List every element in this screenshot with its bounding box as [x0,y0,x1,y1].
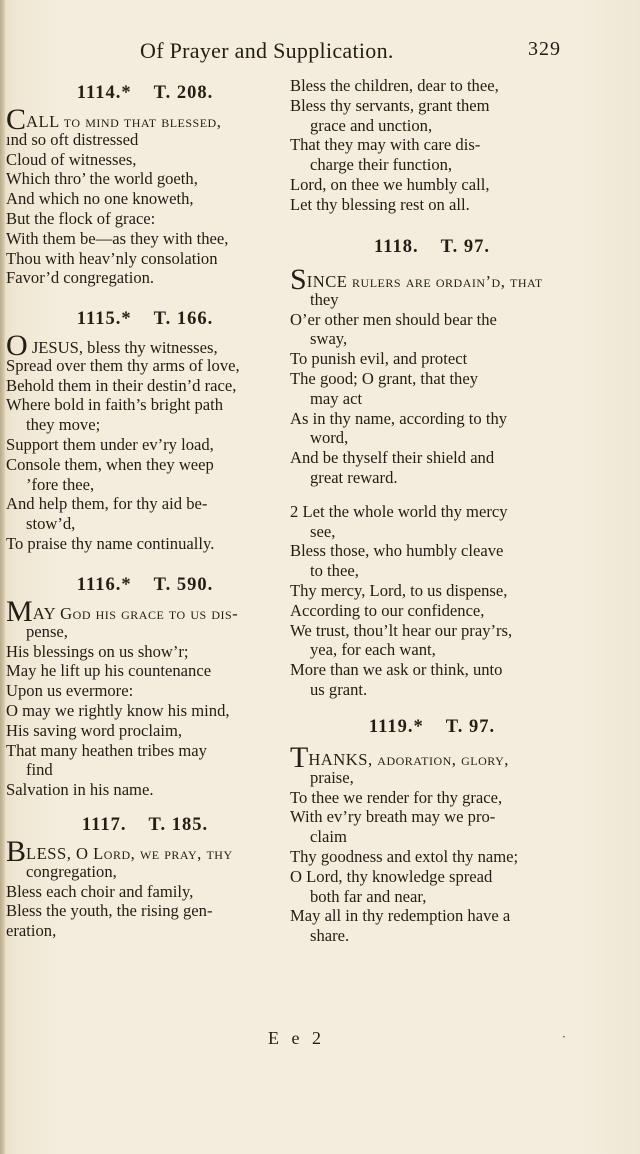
first-line-text: HANKS, adoration, glory, [308,750,509,769]
hymn-line: Lord, on thee we humbly call, [290,174,490,194]
hymn-1117 [6,808,284,941]
verse-2-line: We trust, thou’lt hear our pray’rs, [290,620,513,640]
hymn-line: Favor’d congregation. [6,268,155,288]
hymn-line: may act [310,388,363,408]
hymn-line: May all in thy redemption have a [290,906,511,926]
hymn-line: Cloud of witnesses, [6,149,137,169]
verse-2-line: 2 Let the whole world thy mercy [290,501,508,521]
hymn-heading [6,302,284,336]
verse-2-line: yea, for each want, [310,640,436,660]
hymn-line: great reward. [310,467,398,487]
hymn-first-line [6,329,284,362]
hymn-heading [6,568,284,602]
hymn-line: Let thy blessing rest on all. [290,194,470,214]
hymn-line: charge their function, [310,155,453,175]
hymn-line: But the flock of grace: [6,208,156,228]
hymn-line: O may we rightly know his mind, [6,700,230,720]
hymn-line: That they may with care dis- [290,135,481,155]
hymn-line: word, [310,428,349,448]
hymn-line: pense, [26,621,68,641]
verse-2-line: Thy mercy, Lord, to us dispense, [290,580,508,600]
hymn-tune: T. 97. [440,237,490,257]
verse-2-line: According to our confidence, [290,600,485,620]
hymn-1118 [290,230,574,700]
hymn-line: claim [310,827,347,847]
hymn-1115 [6,302,284,554]
hymn-1119 [290,710,574,946]
hymn-line: And be thyself their shield and [290,448,495,468]
hymn-heading [290,710,574,744]
hymn-1116 [6,568,284,800]
hymn-line: Salvation in his name. [6,780,154,800]
verse-2-line: see, [310,521,336,541]
hymn-tune: T. 166. [153,309,214,329]
first-line-text: LESS, O Lord, we pray, thy [26,844,233,863]
hymn-number: 1116.* [76,575,132,595]
hymn-line: they move; [26,415,101,435]
hymn-number: 1118. [374,237,419,257]
hymn-line: Behold them in their destin’d race, [6,375,237,395]
hymn-line: ınd so oft distressed [6,129,139,149]
hymn-line: That many heathen tribes may [6,740,207,760]
hymn-tune: T. 97. [445,717,496,737]
hymn-line: Thy goodness and extol thy name; [290,846,519,866]
hymn-line: Support them under ev’ry load, [6,434,214,454]
hymn-line: stow’d, [26,514,76,534]
hymn-line: Console them, when they weep [6,454,214,474]
hymn-line: grace and unction, [310,115,433,135]
drop-capital: O [6,329,28,362]
hymn-first-line [290,741,574,774]
hymn-line: With ev’ry breath may we pro- [290,807,496,827]
first-line-text: ALL to mind that blessed, [26,112,222,131]
hymn-first-line [6,595,284,628]
hymn-line: congregation, [26,861,117,881]
hymn-line: May he lift up his countenance [6,661,212,681]
hymn-line: find [26,760,53,780]
hymn-line: both far and near, [310,886,427,906]
first-line-text: INCE rulers are ordain’d, that [306,272,543,291]
hymn-line: Bless the youth, the rising gen- [6,901,213,921]
drop-capital: T [290,741,309,774]
hymn-number: 1119.* [368,717,424,737]
hymn-tune: T. 208. [153,83,214,103]
verse-2-line: More than we ask or think, unto [290,660,503,680]
hymn-first-line [6,103,284,136]
hymn-line: eration, [6,921,57,941]
hymn-line: share. [310,926,350,946]
drop-capital: B [6,835,27,868]
hymn-line: Spread over them thy arms of love, [6,355,240,375]
first-line-text: AY God his grace to us dis- [32,604,239,623]
page-number: 329 [528,38,561,60]
hymn-line: As in thy name, according to thy [290,408,508,428]
page-header [0,38,640,70]
hymn-heading [290,230,574,264]
hymn-line: they [310,289,339,309]
signature-mark: E e 2 [268,1028,325,1048]
hymn-line: To thee we render for thy grace, [290,787,503,807]
hymn-line: ’fore thee, [26,474,95,494]
hymn-tune: T. 590. [153,575,214,595]
verse-2-line: us grant. [310,679,368,699]
hymn-line: Bless each choir and family, [6,881,194,901]
hymn-number: 1115.* [76,309,132,329]
verse-2-line: Bless those, who humbly cleave [290,541,504,561]
first-line-text: JESUS, bless thy witnesses, [27,338,218,357]
hymn-line: Thou with heav’nly consolation [6,248,218,268]
hymn-line: His blessings on us show’r; [6,641,189,661]
hymn-line: Which thro’ the world goeth, [6,169,198,189]
hymn-tune: T. 185. [148,815,209,835]
hymn-line: And which no one knoweth, [6,189,194,209]
hymn-line: Bless the children, dear to thee, [290,76,499,95]
page-spine-edge [0,0,5,1154]
hymn-line: The good; O grant, that they [290,368,479,388]
hymn-line: O’er other men should bear the [290,309,497,329]
hymn-heading [6,76,284,110]
drop-capital: S [290,263,307,296]
hymn-line: Upon us evermore: [6,681,134,701]
hymn-first-line [290,263,574,296]
running-title: Of Prayer and Supplication. [140,38,394,63]
hymn-first-line [6,835,284,868]
hymn-line: Where bold in faith’s bright path [6,395,224,415]
hymn-line: To punish evil, and protect [290,349,468,369]
hymn-1117-continued [290,76,574,215]
hymn-line: His saving word proclaim, [6,720,183,740]
hymn-line: To praise thy name continually. [6,533,215,553]
verse-2-line: to thee, [310,561,359,581]
hymn-line: sway, [310,329,348,349]
hymn-line: With them be—as they with thee, [6,228,229,248]
hymn-1114 [6,76,284,288]
hymn-line: praise, [310,767,354,787]
hymn-line: Bless thy servants, grant them [290,95,490,115]
margin-mark: · [562,1030,566,1044]
hymn-line: O Lord, thy knowledge spread [290,866,493,886]
hymn-number: 1117. [81,815,127,835]
hymn-line: And help them, for thy aid be- [6,494,208,514]
hymn-number: 1114.* [76,83,132,103]
drop-capital: C [6,103,27,136]
hymn-heading [6,808,284,842]
drop-capital: M [6,595,33,628]
